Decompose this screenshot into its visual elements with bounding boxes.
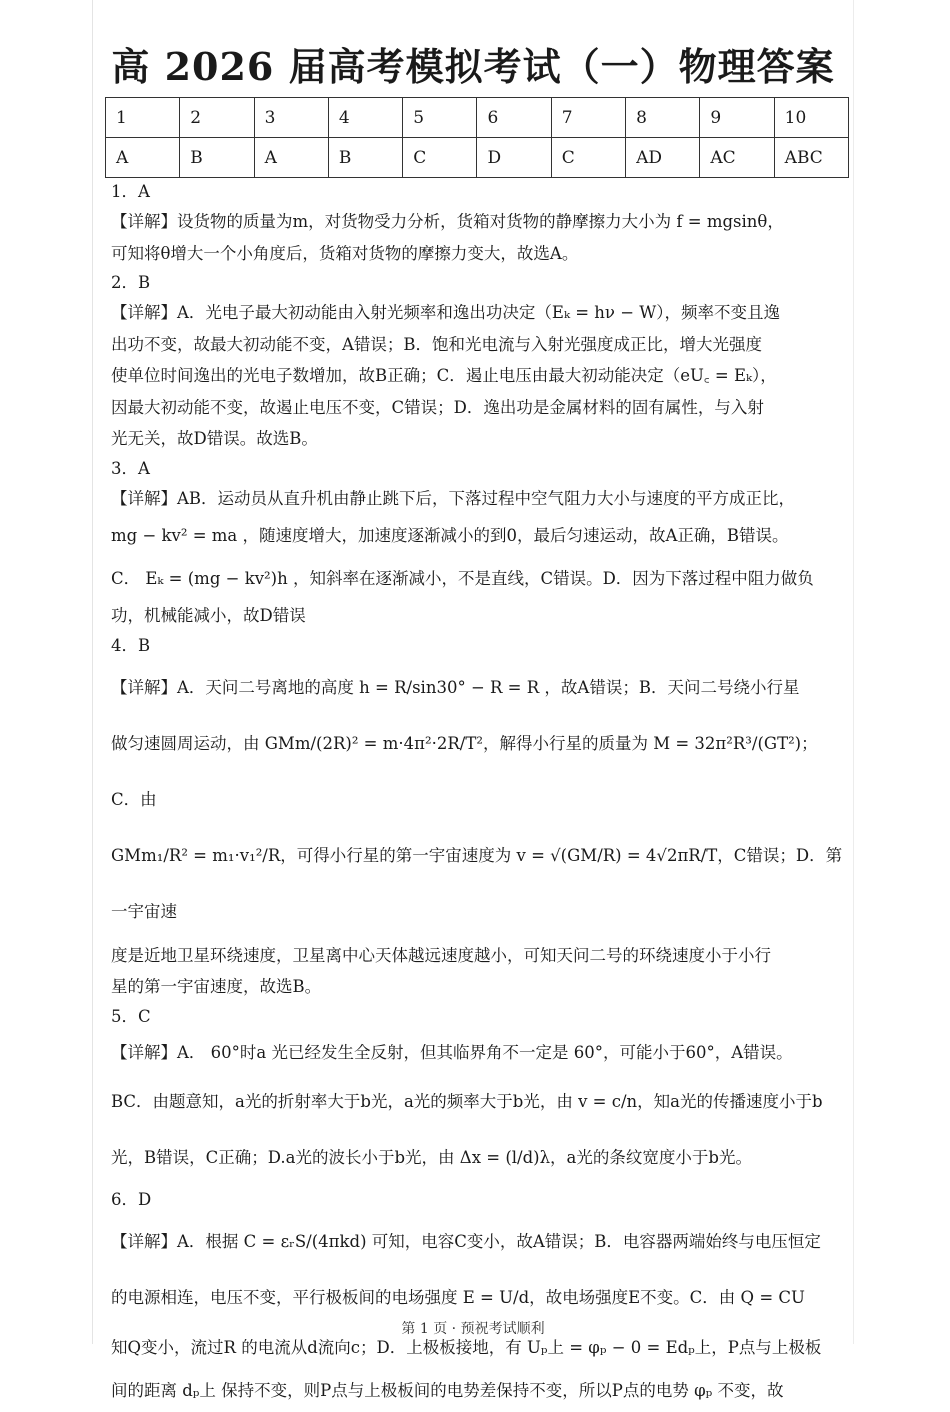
number-cell: 2 <box>180 98 254 138</box>
text-line: 间的距离 dₚ上 保持不变，则P点与上极板间的电势差保持不变，所以P点的电势 φₚ 不变，故 <box>111 1380 784 1400</box>
answer-cell: A <box>254 138 328 178</box>
solution-text <box>111 178 846 1412</box>
answer-sheet <box>92 0 854 1400</box>
text-line: 光无关，故D错误。故选B。 <box>111 429 318 448</box>
number-cell: 5 <box>403 98 477 138</box>
text-line: mg − kv² = ma ，随速度增大，加速度逐渐减小的到0，最后匀速运动，故A正确，B错误。 <box>111 526 789 545</box>
answer-cell: B <box>180 138 254 178</box>
answer-cell: AC <box>700 138 774 178</box>
text-line: 因最大初动能不变，故遏止电压不变，C错误；D．逸出功是金属材料的固有属性，与入射 <box>111 397 764 417</box>
number-cell: 9 <box>700 98 774 138</box>
text-line: 【详解】A．光电子最大初动能由入射光频率和逸出功决定（Eₖ = hν − W），频率不变且逸 <box>111 303 780 322</box>
text-line: C． Eₖ = (mg − kv²)h ，知斜率在逐渐减小，不是直线，C错误。D．因为下落过程中阻力做负 <box>111 569 814 588</box>
answer-cell: D <box>477 138 551 178</box>
text-line: 做匀速圆周运动，由 GMm/(2R)² = m·4π²·2R/T²，解得小行星的质量为 M = 32π²R³/(GT²)；C．由 <box>111 733 818 809</box>
answer-cell: C <box>403 138 477 178</box>
number-cell: 3 <box>254 98 328 138</box>
question-number: 5．C <box>111 1006 151 1026</box>
question-number: 6．D <box>111 1189 152 1209</box>
number-cell: 10 <box>774 98 848 138</box>
text-line: GMm₁/R² = m₁·v₁²/R，可得小行星的第一宇宙速度为 v = √(GM/R) = 4√2πR/T，C错误；D．第一宇宙速 <box>111 845 843 921</box>
page-footer: 第 1 页 · 预祝考试顺利 <box>401 1321 545 1337</box>
number-cell: 1 <box>106 98 180 138</box>
answer-table-number-row <box>106 98 849 138</box>
text-line: 度是近地卫星环绕速度，卫星离中心天体越远速度越小，可知天问二号的环绕速度小于小行 <box>111 945 771 965</box>
text-line: 星的第一宇宙速度，故选B。 <box>111 977 322 996</box>
text-line: 的电源相连，电压不变，平行极板间的电场强度 E = U/d，故电场强度E不变。C．由 Q = CU <box>111 1287 805 1307</box>
question-number: 3．A <box>111 458 150 478</box>
text-line: 【详解】A．根据 C = εᵣS/(4πkd) 可知，电容C变小，故A错误；B．电容器两端始终与电压恒定 <box>111 1231 821 1251</box>
number-cell: 6 <box>477 98 551 138</box>
answer-cell: C <box>551 138 625 178</box>
text-line: 知Q变小，流过R 的电流从d流向c；D．上极板接地，有 Uₚ上 = φₚ − 0 = Edₚ上，P点与上极板 <box>111 1337 822 1357</box>
number-cell: 4 <box>328 98 402 138</box>
text-line: BC．由题意知，a光的折射率大于b光，a光的频率大于b光，由 v = c/n，知a光的传播速度小于b <box>111 1091 823 1111</box>
text-line: 【详解】A．天问二号离地的高度 h = R/sin30° − R = R ，故A错误；B．天问二号绕小行星 <box>111 677 800 697</box>
number-cell: 8 <box>626 98 700 138</box>
text-line: 【详解】设货物的质量为m，对货物受力分析，货箱对货物的静摩擦力大小为 f = mgsinθ， <box>111 212 784 231</box>
text-line: 【详解】AB．运动员从直升机由静止跳下后，下落过程中空气阻力大小与速度的平方成正比， <box>111 488 796 508</box>
text-line: 可知将θ增大一个小角度后，货箱对货物的摩擦力变大，故选A。 <box>111 243 579 263</box>
text-line: 功，机械能减小，故D错误 <box>111 606 306 625</box>
question-number: 2．B <box>111 273 151 292</box>
answer-cell: B <box>328 138 402 178</box>
answer-cell: ABC <box>774 138 848 178</box>
answer-cell: A <box>106 138 180 178</box>
number-cell: 7 <box>551 98 625 138</box>
answer-table-answer-row <box>106 138 849 178</box>
question-number: 1．A <box>111 182 150 201</box>
page-title: 高 2026 届高考模拟考试（一）物理答案 <box>111 44 835 89</box>
text-line: 使单位时间逸出的光电子数增加，故B正确；C．遏止电压由最大初动能决定（eU꜀ = Eₖ）， <box>111 366 777 385</box>
text-line: 【详解】A． 60°时a 光已经发生全反射，但其临界角不一定是 60°，可能小于60°，A错误。 <box>111 1042 793 1062</box>
answer-cell: AD <box>626 138 700 178</box>
question-number: 4．B <box>111 635 151 655</box>
text-line: 光，B错误，C正确；D.a光的波长小于b光，由 Δx = (l/d)λ，a光的条纹宽度小于b光。 <box>111 1147 752 1167</box>
text-line: 出功不变，故最大初动能不变，A错误；B．饱和光电流与入射光强度成正比，增大光强度 <box>111 334 763 354</box>
answer-table <box>105 97 849 178</box>
